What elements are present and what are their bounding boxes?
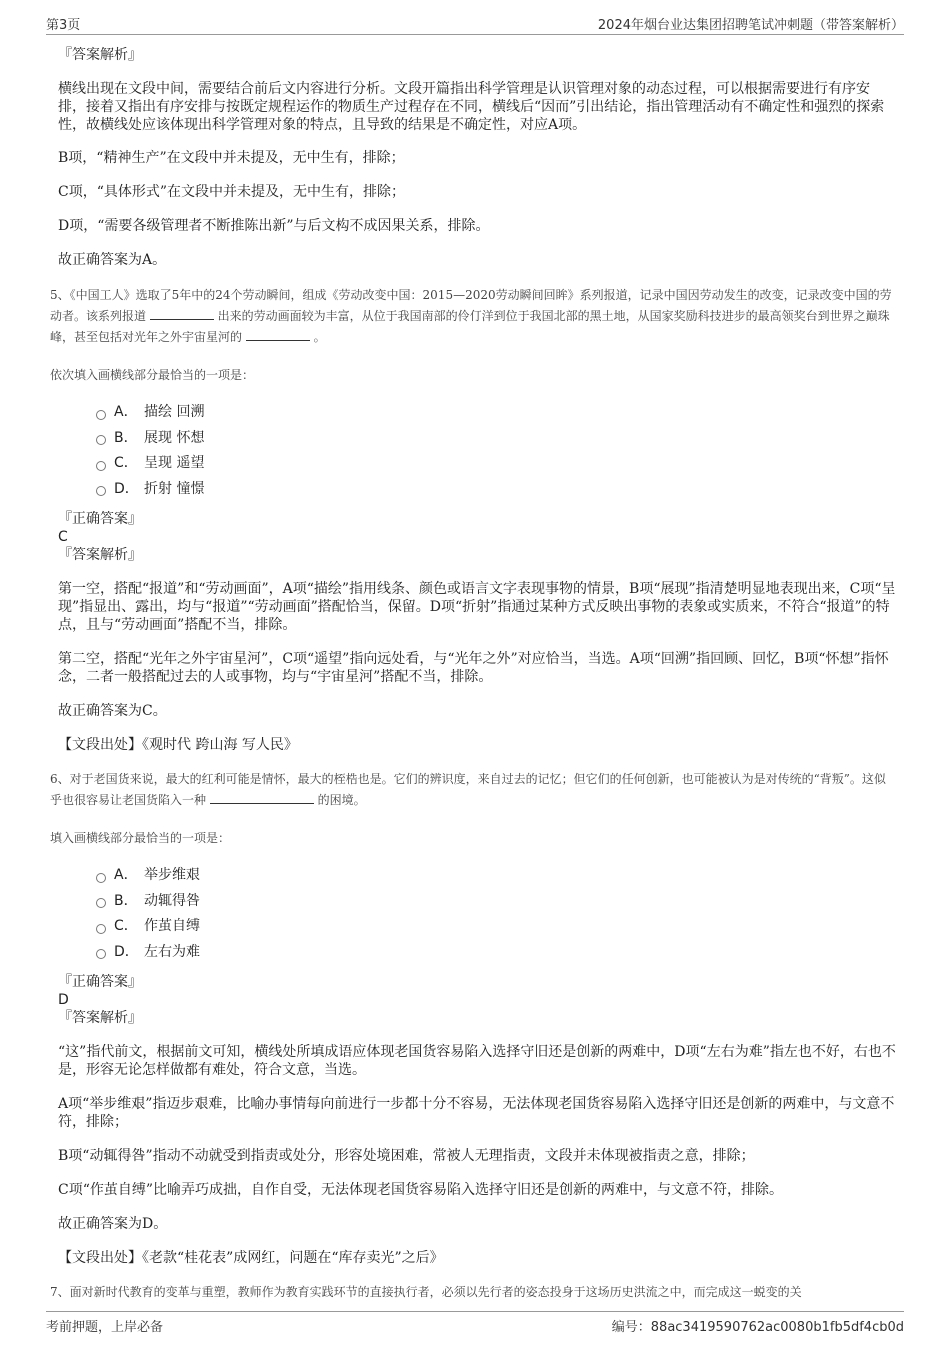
- radio-icon[interactable]: [96, 410, 106, 420]
- option-letter: C．: [114, 455, 138, 472]
- option-text: 展现 怀想: [144, 429, 205, 446]
- q6-correct-label: 『正确答案』: [58, 974, 142, 990]
- option-text: 折射 憧憬: [144, 480, 205, 497]
- q5-blank-1: [150, 307, 214, 320]
- q5-stem-part: 5、《中国工人》选取了5年中的24个劳动瞬间，组成《劳动改变中国：2015—2020劳动瞬间回眸》系列报道，记录中国因劳动发生的改变，记录改变中国的劳动者。该系列报道: [50, 288, 892, 323]
- q5-analysis-paragraph: 第一空，搭配“报道”和“劳动画面”，A项“描绘”指用线条、颜色或语言文字表现事物的情景，B项“展现”指清楚明显地表现出来，C项“呈现”指显出、露出，均与“报道”“劳动画面”搭配恰当，保留。D项“折射”指通过某种方式反映出事物的表象或实质来，不符合“报道”的特点，且与“劳动画面”搭配不当，排除。: [58, 581, 896, 633]
- page-header: [46, 12, 904, 35]
- q4-analysis-label: 『答案解析』: [58, 47, 142, 63]
- q4-analysis-paragraph: D项，“需要各级管理者不断推陈出新”与后文构不成因果关系，排除。: [58, 218, 490, 234]
- option-text: 呈现 遥望: [144, 455, 205, 472]
- q6-prompt: 填入画横线部分最恰当的一项是：: [50, 831, 231, 845]
- q4-analysis-paragraph: 横线出现在文段中间，需要结合前后文内容进行分析。文段开篇指出科学管理是认识管理对象的动态过程，可以根据需要进行有序安排，接着又指出有序安排与按既定规程运作的物质生产过程存在不同，横线后“因而”引出结论，指出管理活动有不确定性和强烈的探索性，故横线处应该体现出科学管理对象的特点，且导致的结果是不确定性，对应A项。: [58, 81, 885, 133]
- q6-options: [96, 863, 896, 965]
- q6-analysis-paragraph: “这”指代前文，根据前文可知，横线处所填成语应体现老国货容易陷入选择守旧还是创新的两难中，D项“左右为难”指左也不好，右也不是，形容无论怎样做都有难处，符合文意，当选。: [58, 1044, 896, 1078]
- q5-analysis-paragraph: 第二空，搭配“光年之外宇宙星河”，C项“遥望”指向远处看，与“光年之外”对应恰当，当选。A项“回溯”指回顾、回忆，B项“怀想”指怀念，二者一般搭配过去的人或事物，均与“宇宙星河”搭配不当，排除。: [58, 651, 889, 685]
- q6-blank: [210, 791, 314, 804]
- q5-answer-statement: 故正确答案为C。: [58, 703, 167, 719]
- q6-option-d[interactable]: [96, 940, 896, 966]
- radio-icon[interactable]: [96, 949, 106, 959]
- q5-prompt: 依次填入画横线部分最恰当的一项是：: [50, 368, 255, 382]
- q6-correct-answer: D: [58, 992, 69, 1008]
- q5-stem-part: 出来的劳动画面较为丰富，从位于我国南部的伶仃洋到位于我国北部的黑土地，从国家奖励科技进步的最高领奖台到世界之巅珠峰，甚至包括对光年之外宇宙星河的: [50, 309, 890, 344]
- radio-icon[interactable]: [96, 873, 106, 883]
- q4-answer-statement: 故正确答案为A。: [58, 252, 167, 268]
- radio-icon[interactable]: [96, 461, 106, 471]
- radio-icon[interactable]: [96, 486, 106, 496]
- option-text: 描绘 回溯: [144, 404, 205, 421]
- option-text: 举步维艰: [144, 867, 200, 884]
- q5-option-d[interactable]: [96, 477, 896, 503]
- option-text: 左右为难: [144, 943, 200, 960]
- q6-answer-statement: 故正确答案为D。: [58, 1216, 168, 1232]
- radio-icon[interactable]: [96, 435, 106, 445]
- q5-correct-label: 『正确答案』: [58, 511, 142, 527]
- q6-option-a[interactable]: [96, 863, 896, 889]
- option-text: 作茧自缚: [144, 918, 200, 935]
- document-title: 2024年烟台业达集团招聘笔试冲刺题（带答案解析）: [597, 18, 904, 33]
- option-letter: C．: [114, 918, 138, 935]
- q5-options: [96, 400, 896, 502]
- option-letter: B．: [114, 429, 138, 446]
- q6-option-c[interactable]: [96, 914, 896, 940]
- radio-icon[interactable]: [96, 924, 106, 934]
- q6-source: 【文段出处】《老款“桂花表”成网红，问题在“库存卖光”之后》: [58, 1250, 444, 1266]
- q6-option-b[interactable]: [96, 889, 896, 915]
- q6-stem-part: 6、对于老国货来说，最大的红利可能是情怀，最大的桎梏也是。它们的辨识度，来自过去的记忆；但它们的任何创新，也可能被认为是对传统的“背叛”。这似乎也很容易让老国货陷入一种: [50, 772, 886, 807]
- option-letter: D．: [114, 943, 139, 960]
- option-letter: A．: [114, 867, 138, 884]
- q5-option-a[interactable]: [96, 400, 896, 426]
- document-code: 编号：88ac3419590762ac0080b1fb5df4cb0d: [611, 1320, 904, 1335]
- q6-analysis-paragraph: B项“动辄得咎”指动不动就受到指责或处分，形容处境困难，常被人无理指责，文段并未体现被指责之意，排除；: [58, 1148, 755, 1164]
- page-footer: [46, 1311, 904, 1336]
- q5-stem-part: 。: [313, 330, 326, 344]
- q5-option-b[interactable]: [96, 426, 896, 452]
- q6-analysis-label: 『答案解析』: [58, 1010, 142, 1026]
- q6-stem-part: 的困境。: [317, 793, 366, 807]
- radio-icon[interactable]: [96, 898, 106, 908]
- q4-analysis-paragraph: C项，“具体形式”在文段中并未提及，无中生有，排除；: [58, 184, 406, 200]
- q6-analysis-paragraph: A项“举步维艰”指迈步艰难，比喻办事情每向前进行一步都十分不容易，无法体现老国货容易陷入选择守旧还是创新的两难中，与文意不符，排除；: [58, 1096, 895, 1130]
- page-number: 第3页: [46, 18, 81, 33]
- q7-stem: 7、面对新时代教育的变革与重塑，教师作为教育实践环节的直接执行者，必须以先行者的姿态投身于这场历史洪流之中，而完成这一蜕变的关: [50, 1285, 802, 1299]
- q5-correct-answer: C: [58, 529, 68, 545]
- q4-analysis-paragraph: B项，“精神生产”在文段中并未提及，无中生有，排除；: [58, 150, 405, 166]
- q5-blank-2: [246, 328, 310, 341]
- option-letter: D．: [114, 480, 139, 497]
- option-text: 动辄得咎: [144, 892, 200, 909]
- footer-slogan: 考前押题，上岸必备: [46, 1320, 164, 1335]
- page-content: [50, 46, 896, 1315]
- q6-analysis-paragraph: C项“作茧自缚”比喻弄巧成拙，自作自受，无法体现老国货容易陷入选择守旧还是创新的两难中，与文意不符，排除。: [58, 1182, 784, 1198]
- option-letter: B．: [114, 892, 138, 909]
- q5-analysis-label: 『答案解析』: [58, 547, 142, 563]
- q5-source: 【文段出处】《观时代 跨山海 写人民》: [58, 737, 298, 753]
- q5-stem: [50, 285, 896, 348]
- q5-option-c[interactable]: [96, 451, 896, 477]
- q6-stem: [50, 769, 896, 811]
- option-letter: A．: [114, 404, 138, 421]
